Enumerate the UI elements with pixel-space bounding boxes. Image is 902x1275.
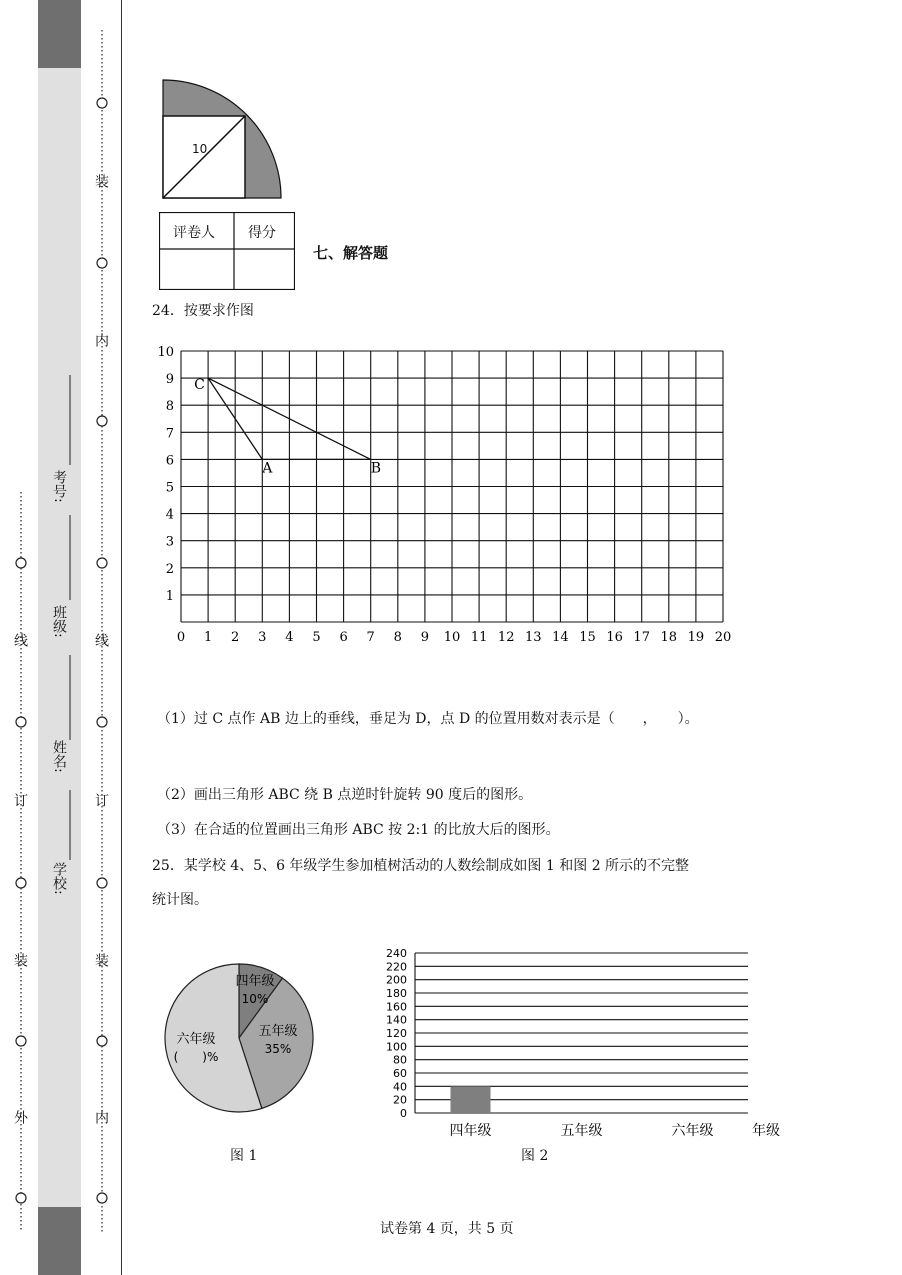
inner-char-xian: 线 bbox=[93, 633, 109, 647]
x-tick-label: 18 bbox=[660, 630, 678, 645]
x-tick-label: 5 bbox=[312, 630, 321, 645]
bar-chart-fig2 bbox=[355, 940, 795, 1140]
pie-label-name: 四年级 bbox=[235, 974, 275, 989]
bar-category-label: 五年级 bbox=[560, 1123, 603, 1139]
x-tick-label: 0 bbox=[176, 630, 186, 645]
x-tick-label: 20 bbox=[714, 630, 732, 645]
x-tick-label: 13 bbox=[525, 630, 542, 645]
inner-char-nei-bottom: 内 bbox=[93, 1110, 109, 1124]
inner-char-nei-top: 内 bbox=[93, 333, 109, 347]
bar-y-tick: 60 bbox=[393, 1067, 407, 1080]
bar-y-tick: 220 bbox=[386, 960, 407, 974]
y-tick-label: 5 bbox=[165, 480, 174, 496]
pie-label-value: ( )% bbox=[173, 1050, 219, 1064]
x-tick-label: 14 bbox=[552, 630, 569, 645]
y-tick-label: 6 bbox=[165, 453, 174, 469]
score-table-grader-header: 评卷人 bbox=[173, 225, 215, 241]
point-label-A: A bbox=[262, 460, 273, 477]
outer-char-xian: 线 bbox=[12, 633, 28, 647]
square-quarter-circle-figure bbox=[155, 75, 295, 205]
q25-line1: 25．某学校 4、5、6 年级学生参加植树活动的人数绘制成如图 1 和图 2 所示的不完整 bbox=[152, 858, 690, 874]
x-tick-label: 8 bbox=[393, 630, 402, 645]
x-tick-label: 4 bbox=[285, 630, 294, 645]
outer-char-ding: 订 bbox=[12, 793, 28, 807]
x-tick-label: 9 bbox=[420, 630, 430, 645]
binding-margin bbox=[0, 0, 122, 1275]
bar-y-tick: 140 bbox=[386, 1013, 407, 1027]
bar-1 bbox=[451, 1086, 491, 1113]
outer-char-wai: 外 bbox=[12, 1110, 28, 1124]
x-tick-label: 11 bbox=[470, 630, 488, 645]
bar-y-tick: 100 bbox=[386, 1040, 407, 1054]
section-title: 七、解答题 bbox=[313, 244, 389, 262]
q25-line2: 统计图。 bbox=[152, 892, 208, 908]
bar-category-label: 四年级 bbox=[449, 1123, 492, 1139]
x-tick-label: 15 bbox=[579, 630, 596, 645]
bar-y-tick: 200 bbox=[386, 973, 407, 987]
bar-category-label: 六年级 bbox=[671, 1123, 714, 1139]
fig2-caption: 图 2 bbox=[521, 1148, 549, 1164]
score-table-score-header: 得分 bbox=[248, 225, 276, 241]
x-tick-label: 1 bbox=[203, 630, 213, 645]
x-tick-label: 3 bbox=[258, 630, 267, 645]
x-tick-label: 10 bbox=[443, 630, 461, 645]
y-tick-label: 10 bbox=[157, 345, 174, 360]
y-tick-label: 4 bbox=[165, 507, 174, 523]
y-tick-label: 2 bbox=[165, 561, 174, 577]
y-tick-label: 8 bbox=[165, 399, 174, 415]
x-tick-label: 19 bbox=[687, 630, 705, 645]
inner-char-zhuang-bottom: 装 bbox=[93, 953, 109, 967]
inner-char-zhuang-top: 装 bbox=[93, 174, 109, 188]
bar-y-tick: 0 bbox=[400, 1107, 407, 1120]
point-label-C: C bbox=[194, 377, 205, 394]
bar-y-tick: 180 bbox=[386, 987, 407, 1000]
fig1-caption: 图 1 bbox=[230, 1148, 258, 1164]
q24-sub3: （3）在合适的位置画出三角形 ABC 按 2:1 的比放大后的图形。 bbox=[157, 822, 560, 838]
score-table bbox=[159, 212, 295, 290]
x-tick-label: 2 bbox=[231, 630, 240, 645]
y-tick-label: 9 bbox=[165, 372, 174, 388]
pie-label-value: 35% bbox=[264, 1042, 292, 1056]
pie-label-name: 六年级 bbox=[176, 1032, 216, 1047]
y-tick-label: 7 bbox=[165, 426, 174, 442]
x-tick-label: 17 bbox=[633, 630, 650, 645]
q24-sub2: （2）画出三角形 ABC 绕 B 点逆时针旋转 90 度后的图形。 bbox=[157, 787, 533, 803]
field-exam-no-label: 考号: bbox=[51, 470, 67, 503]
outer-char-zhuang: 装 bbox=[12, 953, 28, 967]
score-table-grader-cell[interactable] bbox=[160, 250, 233, 289]
bar-y-tick: 240 bbox=[386, 947, 407, 960]
x-tick-label: 12 bbox=[497, 630, 515, 645]
inner-char-ding: 订 bbox=[93, 793, 109, 807]
x-tick-label: 6 bbox=[339, 630, 348, 645]
point-label-B: B bbox=[370, 460, 381, 477]
coordinate-grid bbox=[150, 345, 750, 655]
y-tick-label: 1 bbox=[165, 588, 174, 604]
field-class-label: 班级: bbox=[51, 605, 67, 638]
pie-chart-fig1 bbox=[160, 955, 330, 1125]
q24-title: 24．按要求作图 bbox=[152, 303, 254, 319]
bar-x-axis-label: 年级 bbox=[752, 1123, 780, 1139]
pie-label-value: 10% bbox=[241, 992, 269, 1006]
page-footer: 试卷第 4 页，共 5 页 bbox=[380, 1221, 514, 1237]
bar-y-tick: 80 bbox=[393, 1053, 407, 1067]
field-name-label: 姓名: bbox=[51, 740, 67, 773]
x-tick-label: 7 bbox=[366, 630, 375, 645]
square-side-label: 10 bbox=[192, 142, 208, 156]
bar-y-tick: 20 bbox=[393, 1093, 407, 1107]
bar-y-tick: 120 bbox=[386, 1027, 407, 1040]
y-tick-label: 3 bbox=[165, 534, 174, 550]
pie-label-name: 五年级 bbox=[258, 1024, 298, 1039]
x-tick-label: 16 bbox=[606, 630, 623, 645]
bar-y-tick: 160 bbox=[386, 1000, 407, 1014]
score-table-score-cell[interactable] bbox=[235, 250, 294, 289]
q24-sub1: （1）过 C 点作 AB 边上的垂线，垂足为 D，点 D 的位置用数对表示是（ ， ）。 bbox=[157, 711, 699, 727]
bar-y-tick: 40 bbox=[393, 1080, 407, 1094]
field-school-label: 学校: bbox=[51, 862, 67, 895]
